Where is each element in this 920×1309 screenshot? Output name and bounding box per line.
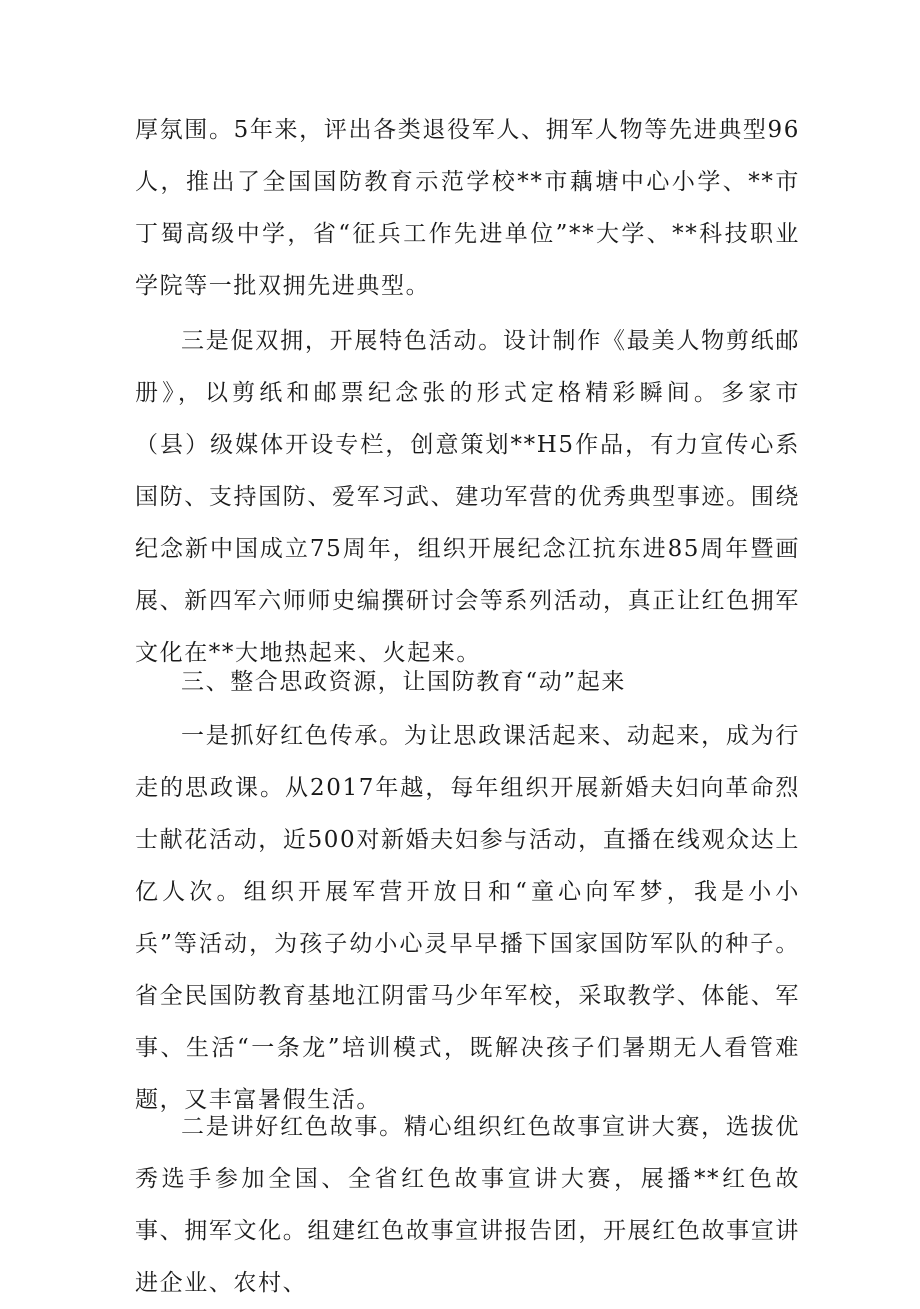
body-paragraph-promote-double-support: 三是促双拥，开展特色活动。设计制作《最美人物剪纸邮册》，以剪纸和邮票纪念张的形式定格精彩瞬间。多家市（县）级媒体开设专栏，创意策划**H5作品，有力宣传心系国防、支持国防、爱军习武、建功军营的优秀典型事迹。围绕纪念新中国成立75周年，组织开展纪念江抗东进85周年暨画展、新四军六师师史编撰研讨会等系列活动，真正让红色拥军文化在**大地热起来、火起来。 <box>135 328 800 666</box>
body-paragraph-red-stories: 二是讲好红色故事。精心组织红色故事宣讲大赛，选拔优秀选手参加全国、全省红色故事宣讲大赛，展播**红色故事、拥军文化。组建红色故事宣讲报告团，开展红色故事宣讲进企业、农村、 <box>135 1114 800 1296</box>
body-paragraph-red-heritage: 一是抓好红色传承。为让思政课活起来、动起来，成为行走的思政课。从2017年越，每年组织开展新婚夫妇向革命烈士献花活动，近500对新婚夫妇参与活动，直播在线观众达上亿人次。组织开展军营开放日和“童心向军梦，我是小小兵”等活动，为孩子幼小心灵早早播下国家国防军队的种子。省全民国防教育基地江阴雷马少年军校，采取教学、体能、军事、生活“一条龙”培训模式，既解决孩子们暑期无人看管难题，又丰富暑假生活。 <box>135 723 800 1113</box>
section-heading: 三、整合思政资源，让国防教育“动”起来 <box>181 669 626 695</box>
body-paragraph-continuation: 厚氛围。5年来，评出各类退役军人、拥军人物等先进典型96人，推出了全国国防教育示范学校**市藕塘中心小学、**市丁蜀高级中学，省“征兵工作先进单位”**大学、**科技职业学院等一批双拥先进典型。 <box>135 117 800 299</box>
